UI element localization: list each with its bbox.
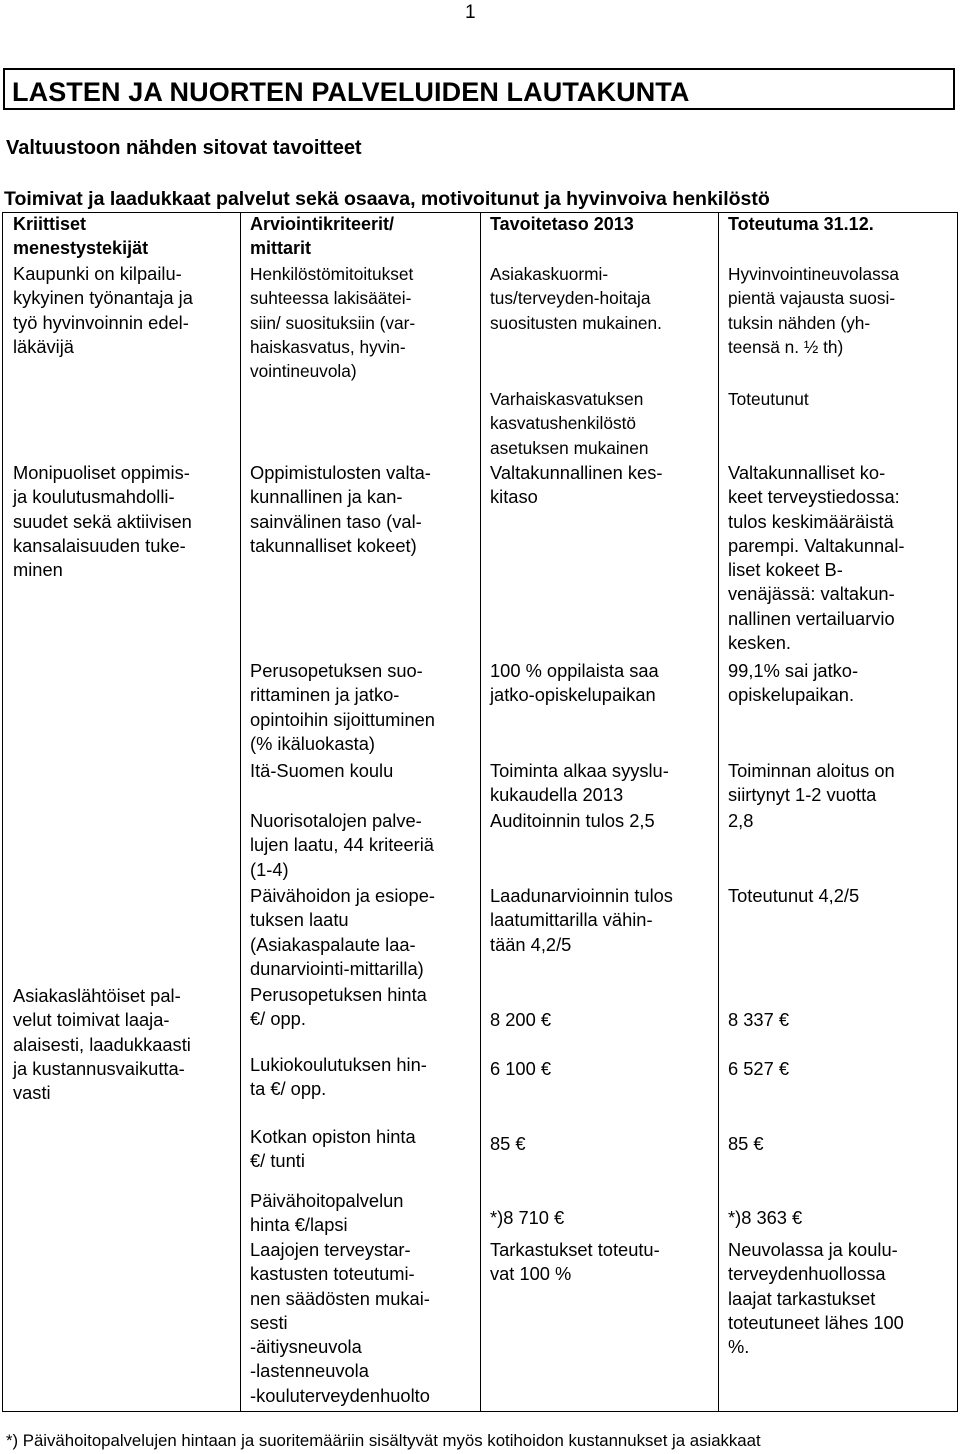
column-divider-3 [718,212,719,1412]
column-divider-1 [240,212,241,1412]
footnote: *) Päivähoitopalvelujen hintaan ja suoritemääriin sisältyvät myös kotihoidon kustannukset ja asiakkaat [6,1431,761,1450]
target-early-education: Varhaiskasvatuksen kasvatushenkilöstö asetuksen mukainen [490,389,649,458]
criteria-learning-results: Oppimistulosten valta- kunnallinen ja kan- sainvälinen taso (val- takunnalliset kokeet) [250,462,431,556]
header-result: Toteutuma 31.12. [728,214,874,234]
target-adult-college-cost: 85 € [490,1133,526,1154]
result-early-education: Toteutunut [728,389,809,409]
result-youth-centres: 2,8 [728,810,754,831]
result-staffing: Hyvinvointineuvolassa pientä vajausta suosi- tuksin nähden (yh- teensä n. ½ th) [728,264,899,357]
result-basic-education: 99,1% sai jatko- opiskelupaikan. [728,660,859,706]
factor-services: Asiakaslähtöiset pal- velut toimivat laaja- alaisesti, laadukkaasti ja kustannusvaikutta- vasti [13,985,191,1104]
factor-learning: Monipuoliset oppimis- ja koulutusmahdolli- suudet sekä aktiivisen kansalaisuuden tuke- minen [13,462,192,581]
header-factors: Kriittiset menestystekijät [13,214,149,259]
section-subtitle: Valtuustoon nähden sitovat tavoitteet [6,137,362,159]
target-daycare-quality: Laadunarvioinnin tulos laatumittarilla vähin- tään 4,2/5 [490,885,673,955]
table-right-border [957,212,958,1412]
result-daycare-quality: Toteutunut 4,2/5 [728,885,860,906]
page-number: 1 [465,2,476,23]
target-learning-results: Valtakunnallinen kes- kitaso [490,462,663,508]
target-daycare-cost: *)8 710 € [490,1207,565,1228]
title-box [3,68,955,110]
table-left-border [2,212,3,1412]
target-basic-education-cost: 8 200 € [490,1009,551,1030]
criteria-staffing: Henkilöstömitoitukset suhteessa lakisäätei- siin/ suosituksiin (var- haiskasvatus, hyvin- vointineuvola) [250,264,416,382]
criteria-health-checkups: Laajojen terveystar- kastusten toteutumi- nen säädösten mukai- sesti -äitiysneuvola -lastenneuvola -kouluterveydenhuolto [250,1239,430,1406]
target-staffing: Asiakaskuormi- tus/terveyden-hoitaja suositusten mukainen. [490,264,662,333]
criteria-basic-education: Perusopetuksen suo- rittaminen ja jatko- opintoihin sijoittuminen (% ikäluokasta) [250,660,435,754]
criteria-daycare-cost: Päivähoitopalvelun hinta €/lapsi [250,1190,404,1236]
target-upper-secondary-cost: 6 100 € [490,1058,551,1079]
criteria-youth-centres: Nuorisotalojen palve- lujen laatu, 44 kriteeriä (1-4) [250,810,434,880]
criteria-upper-secondary-cost: Lukiokoulutuksen hin- ta €/ opp. [250,1054,427,1100]
criteria-adult-college-cost: Kotkan opiston hinta €/ tunti [250,1126,416,1172]
target-health-checkups: Tarkastukset toteutu- vat 100 % [490,1239,660,1285]
target-ita-suomen-koulu: Toiminta alkaa syyslu- kukaudella 2013 [490,760,669,806]
result-health-checkups: Neuvolassa ja koulu- terveydenhuollossa laajat tarkastukset toteutuneet lähes 100 %. [728,1239,904,1358]
criteria-basic-education-cost: Perusopetuksen hinta €/ opp. [250,984,427,1030]
result-adult-college-cost: 85 € [728,1133,764,1154]
header-criteria: Arviointikriteerit/ mittarit [250,214,395,259]
header-target: Tavoitetaso 2013 [490,214,634,234]
criteria-ita-suomen-koulu: Itä-Suomen koulu [250,760,394,781]
result-ita-suomen-koulu: Toiminnan aloitus on siirtynyt 1-2 vuotta [728,760,895,806]
result-upper-secondary-cost: 6 527 € [728,1058,789,1079]
column-divider-2 [480,212,481,1412]
goal-heading: Toimivat ja laadukkaat palvelut sekä osaava, motivoitunut ja hyvinvoiva henkilöstö [4,188,770,210]
result-learning-results: Valtakunnalliset ko- keet terveystiedossa: tulos keskimääräistä parempi. Valtakunnal- liset kokeet B- venäjässä: valtakun- nallinen vertailuarvio kesken. [728,462,905,654]
target-youth-centres: Auditoinnin tulos 2,5 [490,810,655,831]
page-title: LASTEN JA NUORTEN PALVELUIDEN LAUTAKUNTA [12,77,690,107]
target-basic-education: 100 % oppilaista saa jatko-opiskelupaikan [490,660,659,706]
result-daycare-cost: *)8 363 € [728,1207,803,1228]
result-basic-education-cost: 8 337 € [728,1009,789,1030]
criteria-daycare-quality: Päivähoidon ja esiope- tuksen laatu (Asiakaspalaute laa- dunarviointi-mittarilla) [250,885,435,979]
factor-employer: Kaupunki on kilpailu- kykyinen työnantaja ja työ hyvinvoinnin edel- läkävijä [13,263,193,357]
